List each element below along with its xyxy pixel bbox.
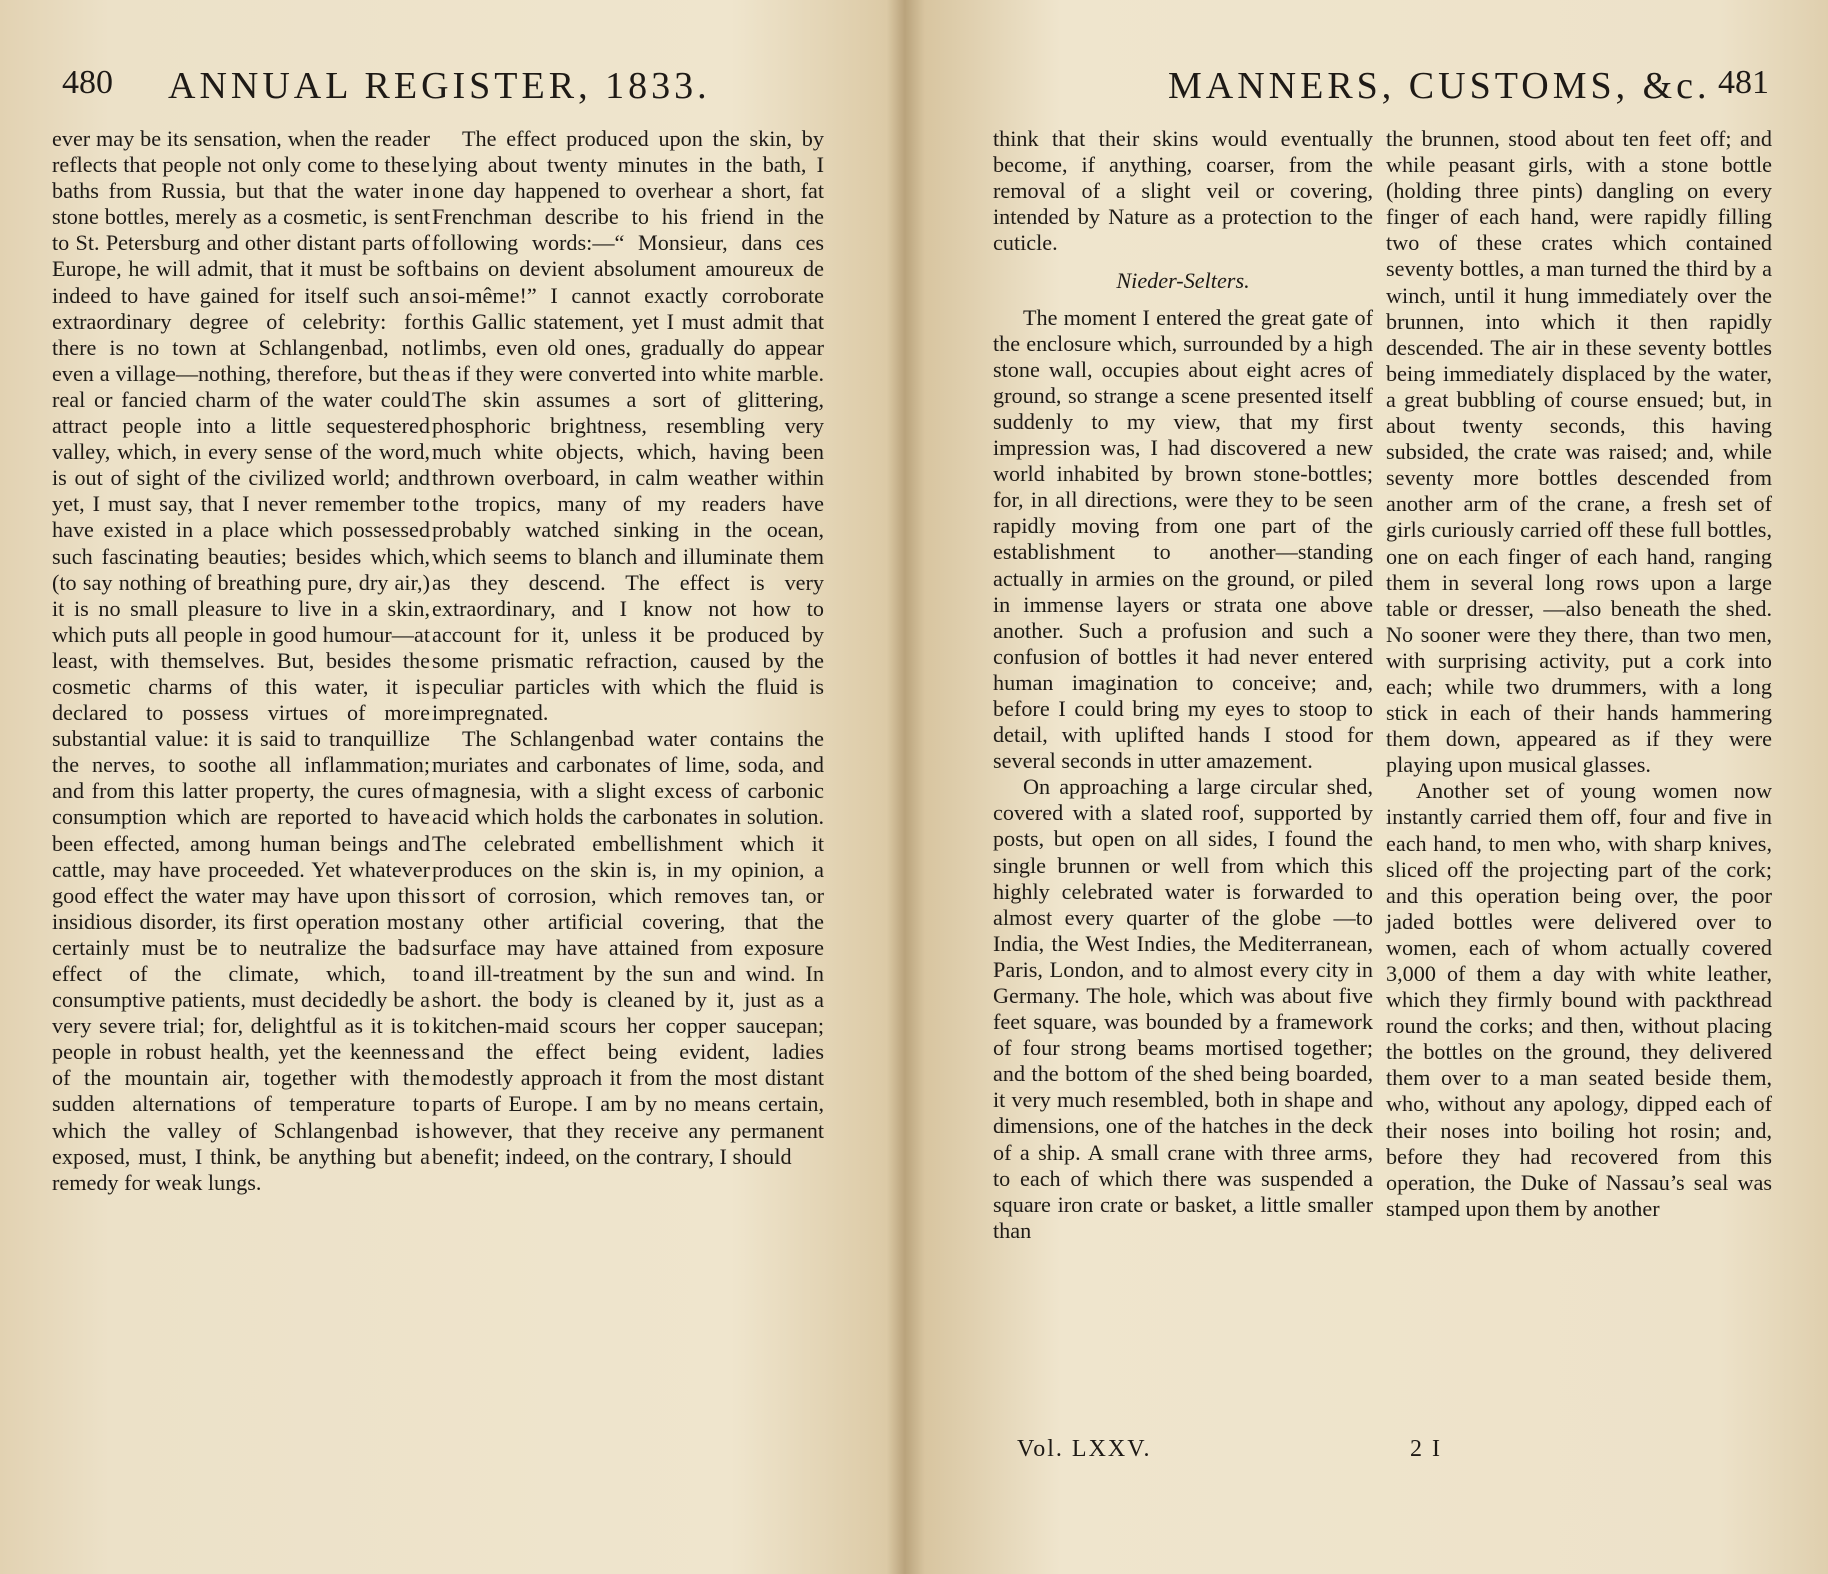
right-page: [905, 0, 1828, 1574]
paragraph: The moment I entered the great gate of the enclosure which, surrounded by a high stone wall, occupies about eight acres of ground, so strange a scene presented itself suddenly to my view, that my first impression was, I had discovered a new world inhabited by brown stone-bottles; for, in all directions, were they to be seen rapidly moving from one part of the establishment to another—standing actually in armies on the ground, or piled in immense layers or strata one above another. Such a profusion and such a confusion of bottles it had never entered human imagination to conceive; and, before I could bring my eyes to stoop to detail, with uplifted hands I stood for several seconds in utter amazement.: [993, 304, 1373, 774]
running-head-left: ANNUAL REGISTER, 1833.: [168, 65, 711, 107]
right-column-1: [993, 126, 1373, 1244]
paragraph: On approaching a large circular shed, covered with a slated roof, supported by posts, but open on all sides, I found the single brunnen or well from which this highly celebrated water is forwarded to almost every quarter of the globe —to India, the West Indies, the Mediterranean, Paris, London, and to almost every city in Germany. The hole, which was about five feet square, was bounded by a framework of four strong beams mortised together; and the bottom of the shed being boarded, it very much resembled, both in shape and dimensions, one of the hatches in the deck of a ship. A small crane with three arms, to each of which there was suspended a square iron crate or basket, a little smaller than: [993, 774, 1373, 1243]
volume-footer: Vol. LXXV.: [1017, 1436, 1152, 1462]
paragraph: the brunnen, stood about ten feet off; and while peasant girls, with a stone bottle (holding three pints) dangling on every finger of each hand, were rapidly filling two of these crates which contained seventy bottles, a man turned the third by a winch, until it hung immediately over the brunnen, into which it then rapidly descended. The air in these seventy bottles being immediately displaced by the water, a great bubbling of course ensued; but, in about twenty seconds, this having subsided, the crate was raised; and, while seventy more bottles descended from another arm of the crane, a fresh set of girls curiously carried off these full bottles, one on each finger of each hand, ranging them in several long rows upon a large table or dresser, —also beneath the shed. No sooner were they there, than two men, with surprising activity, put a cork into each; while two drummers, with a long stick in each of their hands hammering them down, appeared as if they were playing upon musical glasses.: [1386, 126, 1772, 778]
section-subheading: Nieder-Selters.: [1116, 268, 1250, 294]
paragraph: ever may be its sensation, when the reader reflects that people not only come to these baths from Russia, but that the water in stone bottles, merely as a cosmetic, is sent to St. Petersburg and other distant parts of Europe, he will admit, that it must be soft indeed to have gained for itself such an extraordinary degree of celebrity: for there is no town at Schlangenbad, not even a village—nothing, therefore, but the real or fancied charm of the water could attract people into a little sequestered valley, which, in every sense of the word, is out of sight of the civilized world; and yet, I must say, that I never remember to have existed in a place which possessed such fascinating beauties; besides which, (to say nothing of breathing pure, dry air,) it is no small pleasure to live in a skin, which puts all people in good humour—at least, with themselves. But, besides the cosmetic charms of this water, it is declared to possess virtues of more substantial value: it is said to tranquillize the nerves, to soothe all inflammation; and from this latter property, the cures of consumption which are reported to have been effected, among human beings and cattle, may have proceeded. Yet whatever good effect the water may have upon this insidious disorder, its first operation most certainly must be to neutralize the bad effect of the climate, which, to consumptive patients, must decidedly be a very severe trial; for, delightful as it is to people in robust health, yet the keenness of the mountain air, together with the sudden alternations of temperature to which the valley of Schlangenbad is exposed, must, I think, be anything but a remedy for weak lungs.: [52, 126, 430, 1195]
running-head-right: MANNERS, CUSTOMS, &c.: [1168, 65, 1711, 107]
left-column-2: [432, 126, 824, 1170]
paragraph: think that their skins would eventually become, if anything, coarser, from the removal of a slight veil or covering, intended by Nature as a protection to the cuticle.: [993, 126, 1373, 256]
right-column-2: [1386, 126, 1772, 1222]
page-number-left: 480: [62, 64, 113, 101]
paragraph: Another set of young women now instantly carried them off, four and five in each hand, to men who, with sharp knives, sliced off the projecting part of the cork; and this operation being over, the poor jaded bottles were delivered over to women, each of whom actually covered 3,000 of them a day with white leather, which they firmly bound with packthread round the corks; and then, without placing the bottles on the ground, they delivered them over to a man seated beside them, who, without any apology, dipped each of their noses into boiling hot rosin; and, before they had recovered from this operation, the Duke of Nassau’s seal was stamped upon them by another: [1386, 778, 1772, 1221]
left-page: [0, 0, 905, 1574]
signature-mark: 2 I: [1410, 1436, 1442, 1462]
paragraph: The Schlangenbad water contains the muriates and carbonates of lime, soda, and magnesia, with a slight excess of carbonic acid which holds the carbonates in solution. The celebrated embellishment which it produces on the skin is, in my opinion, a sort of corrosion, which removes tan, or any other artificial covering, that the surface may have attained from exposure and ill-treatment by the sun and wind. In short. the body is cleaned by it, just as a kitchen-maid scours her copper saucepan; and the effect being evident, ladies modestly approach it from the most distant parts of Europe. I am by no means certain, however, that they receive any permanent benefit; indeed, on the contrary, I should: [432, 726, 824, 1169]
paragraph: The effect produced upon the skin, by lying about twenty minutes in the bath, I one day happened to overhear a short, fat Frenchman describe to his friend in the following words:—“ Monsieur, dans ces bains on devient absolument amoureux de soi-même!” I cannot exactly corroborate this Gallic statement, yet I must admit that limbs, even old ones, gradually do appear as if they were converted into white marble. The skin assumes a sort of glittering, phosphoric brightness, resembling very much white objects, which, having been thrown overboard, in calm weather within the tropics, many of my readers have probably watched sinking in the ocean, which seems to blanch and illuminate them as they descend. The effect is very extraordinary, and I know not how to account for it, unless it be produced by some prismatic refraction, caused by the peculiar particles with which the fluid is impregnated.: [432, 126, 824, 726]
left-column-1: [52, 126, 430, 1196]
page-number-right: 481: [1718, 64, 1769, 101]
